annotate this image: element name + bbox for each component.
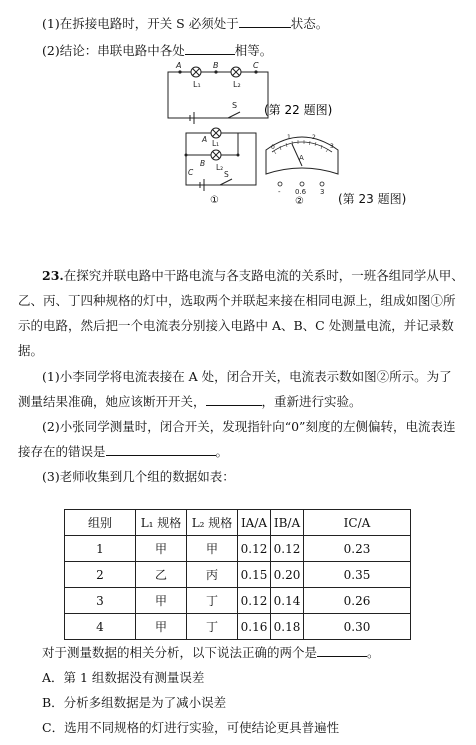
table-cell: 0.12 [238, 588, 271, 614]
fig23-terminal-minus: - [278, 188, 281, 196]
fig23-label-l1: L₁ [212, 139, 220, 148]
table-header: 组别 [65, 510, 136, 536]
table-cell: 0.20 [271, 562, 304, 588]
table-header-row [65, 510, 411, 536]
table-cell: 乙 [136, 562, 187, 588]
table-header: IC/A [304, 510, 411, 536]
q22-item1-suffix: 状态。 [290, 16, 329, 31]
q23-analysis [42, 643, 380, 661]
q23-analysis-blank[interactable] [317, 644, 367, 657]
fig23-sub1: ① [210, 195, 219, 205]
fig22-caption: (第 22 题图) [264, 103, 333, 117]
table-cell: 甲 [187, 536, 238, 562]
table-row [65, 588, 411, 614]
fig22-label-s: S [232, 101, 238, 110]
table-cell: 0.26 [304, 588, 411, 614]
fig23-caption: (第 23 题图) [338, 192, 407, 206]
table-cell: 1 [65, 536, 136, 562]
q23-part1-line2 [18, 392, 362, 410]
fig23-label-b: B [200, 159, 206, 168]
q23-option-b[interactable]: B．分析多组数据是为了减小误差 [42, 695, 227, 710]
fig23-terminal-3: 3 [320, 188, 325, 196]
q22-item1-prefix: (1)在拆接电路时，开关 S 必须处于 [42, 16, 239, 31]
q23-intro-line2: 乙、丙、丁四种规格的灯中，选取两个并联起来接在相同电源上，组成如图①所 [18, 293, 456, 308]
table-cell: 4 [65, 614, 136, 640]
table-header: IB/A [271, 510, 304, 536]
table-cell: 0.30 [304, 614, 411, 640]
table-row [65, 614, 411, 640]
q23-part1-blank[interactable] [206, 393, 262, 406]
table-cell: 0.16 [238, 614, 271, 640]
fig23-sub2: ② [295, 196, 304, 207]
q23-part3: (3)老师收集到几个组的数据如表： [42, 469, 235, 484]
q23-intro-line4: 据。 [18, 343, 44, 358]
q23-part2-line2 [18, 442, 228, 460]
fig22-label-b: B [213, 61, 219, 70]
fig23-meter-a: A [299, 154, 304, 162]
fig23-label-l2: L₂ [216, 163, 224, 172]
q22-item2-suffix: 相等。 [234, 43, 273, 58]
q22-item2-blank[interactable] [185, 42, 235, 55]
q23-intro-line1 [42, 266, 464, 284]
q23-part2-blank[interactable] [106, 443, 216, 456]
fig22-label-l2: L₂ [233, 80, 241, 89]
fig22-label-c: C [253, 61, 259, 70]
fig22-label-l1: L₁ [193, 80, 201, 89]
table-cell: 0.14 [271, 588, 304, 614]
fig23-ammeter [262, 128, 342, 208]
q23-part1-text-b: ，重新进行实验。 [261, 394, 362, 409]
fig23-label-a: A [202, 135, 208, 144]
q23-analysis-end: 。 [367, 645, 380, 660]
fig23-scale-2: 2 [312, 134, 316, 141]
data-table [64, 509, 411, 640]
table-cell: 丁 [187, 614, 238, 640]
table-cell: 0.23 [304, 536, 411, 562]
table-header: L₂ 规格 [187, 510, 238, 536]
table-cell: 甲 [136, 614, 187, 640]
q23-option-c[interactable]: C．选用不同规格的灯进行实验，可使结论更具普遍性 [42, 720, 340, 735]
q23-part2-text-a: 接存在的错误是 [18, 444, 106, 459]
fig23-scale-3: 3 [330, 143, 334, 150]
q22-item2 [42, 41, 272, 59]
table-row [65, 562, 411, 588]
q23-number: 23. [42, 268, 64, 283]
table-cell: 丙 [187, 562, 238, 588]
table-cell: 0.12 [238, 536, 271, 562]
q23-part1-text-a: 测量结果准确，她应该断开开关， [18, 394, 206, 409]
table-row [65, 536, 411, 562]
q23-option-a[interactable]: A．第 1 组数据没有测量误差 [42, 670, 205, 685]
fig23-terminal-06: 0.6 [295, 188, 307, 196]
q23-part2-line1: (2)小张同学测量时，闭合开关，发现指针向“0”刻度的左侧偏转，电流表连 [42, 419, 456, 434]
table-cell: 0.15 [238, 562, 271, 588]
q23-part2-text-b: 。 [215, 444, 229, 459]
q23-intro-line3: 示的电路，然后把一个电流表分别接入电路中 A、B、C 处测量电流，并记录数 [18, 318, 454, 333]
q23-part1-line1: (1)小李同学将电流表接在 A 处，闭合开关，电流表示数如图②所示。为了 [42, 369, 452, 384]
q23-analysis-text: 对于测量数据的相关分析，以下说法正确的两个是 [42, 645, 318, 660]
fig23-label-s: S [224, 170, 229, 179]
table-cell: 丁 [187, 588, 238, 614]
table-cell: 3 [65, 588, 136, 614]
table-cell: 0.35 [304, 562, 411, 588]
table-cell: 甲 [136, 536, 187, 562]
fig22-label-a: A [176, 61, 182, 70]
q23-intro-text1: 在探究并联电路中干路电流与各支路电流的关系时，一班各组同学从甲、 [63, 268, 464, 283]
fig23-scale-0: 0 [271, 144, 275, 151]
table-cell: 甲 [136, 588, 187, 614]
fig23-circuit-diagram [180, 125, 270, 205]
table-cell: 0.12 [271, 536, 304, 562]
q22-item1-blank[interactable] [239, 15, 291, 28]
q22-item1 [42, 14, 328, 32]
table-header: IA/A [238, 510, 271, 536]
table-cell: 0.18 [271, 614, 304, 640]
table-cell: 2 [65, 562, 136, 588]
table-header: L₁ 规格 [136, 510, 187, 536]
q22-item2-prefix: (2)结论：串联电路中各处 [42, 43, 185, 58]
fig23-scale-1: 1 [287, 134, 291, 141]
fig23-label-c: C [188, 168, 194, 177]
